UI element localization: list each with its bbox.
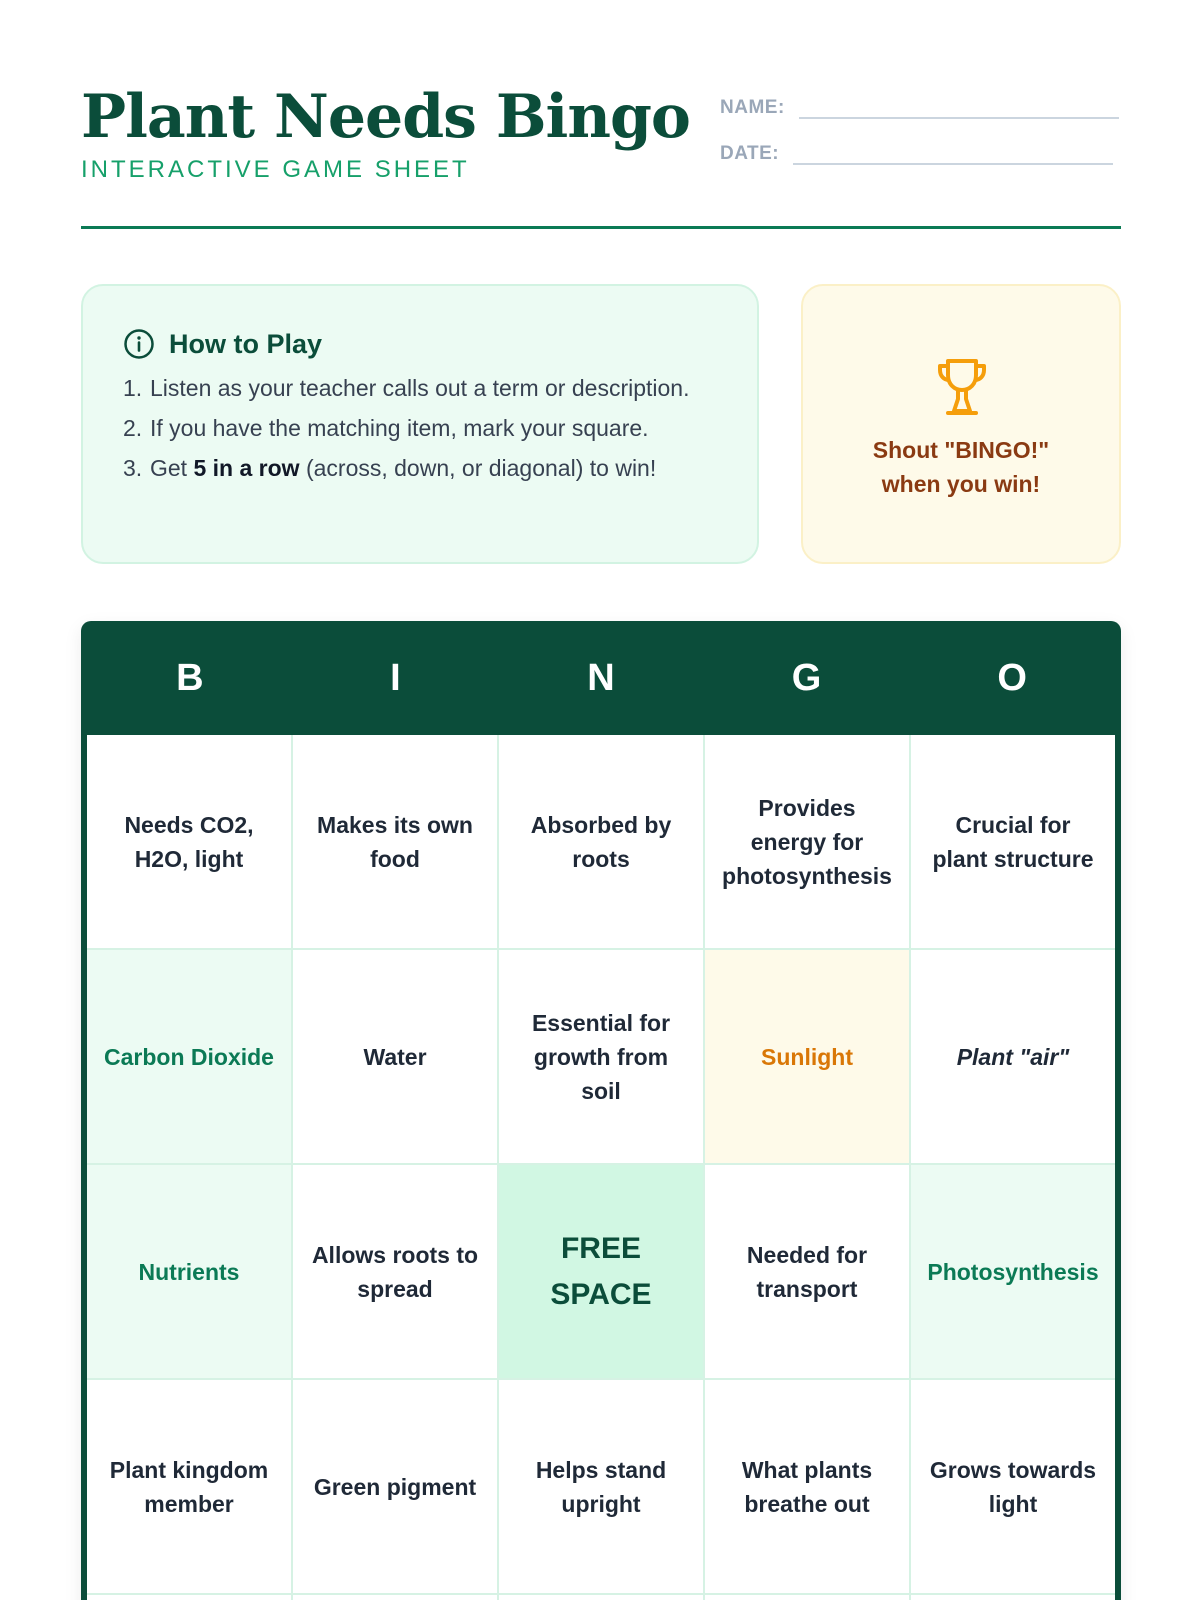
bingo-square[interactable]: Helps stand upright: [499, 1380, 703, 1593]
bingo-letter-i: I: [390, 656, 401, 699]
date-field[interactable]: [720, 141, 1113, 165]
bingo-square[interactable]: Provides energy for photosynthesis: [705, 735, 909, 948]
bingo-square[interactable]: Water: [293, 950, 497, 1163]
bingo-square[interactable]: Photosynthesis: [911, 1165, 1115, 1378]
how-to-play-panel: [81, 284, 759, 564]
bingo-header-row: [87, 621, 1115, 735]
bingo-square[interactable]: Grows towards light: [911, 1380, 1115, 1593]
bingo-square[interactable]: Absorbed by roots: [499, 735, 703, 948]
bingo-letter-o: O: [997, 656, 1027, 699]
win-message-line1: Shout "BINGO!": [872, 437, 1050, 463]
bingo-square[interactable]: Needs CO2, H2O, light: [87, 735, 291, 948]
step-item: [123, 372, 719, 405]
worksheet-page: [81, 0, 1121, 1600]
bingo-letter-n: N: [587, 656, 615, 699]
bingo-square[interactable]: [87, 1595, 291, 1600]
date-line[interactable]: [793, 141, 1113, 165]
win-callout: [801, 284, 1121, 564]
name-field[interactable]: [720, 95, 1119, 119]
page-title: Plant Needs Bingo: [81, 82, 690, 152]
step-text: If you have the matching item, mark your square.: [150, 415, 649, 441]
bingo-square[interactable]: Nutrients: [87, 1165, 291, 1378]
bingo-square[interactable]: Needed for transport: [705, 1165, 909, 1378]
bingo-square[interactable]: Plant "air": [911, 950, 1115, 1163]
page-subtitle: INTERACTIVE GAME SHEET: [81, 156, 470, 183]
name-label: NAME:: [720, 97, 785, 118]
bingo-square[interactable]: Green pigment: [293, 1380, 497, 1593]
step-text: Listen as your teacher calls out a term or description.: [150, 375, 690, 401]
step-number: 1.: [123, 375, 143, 401]
bingo-square[interactable]: Sunlight: [705, 950, 909, 1163]
step-number: 2.: [123, 415, 143, 441]
win-message: [803, 433, 1119, 501]
info-icon: [123, 328, 155, 360]
win-message-line2: when you win!: [881, 471, 1041, 497]
step-text-post: (across, down, or diagonal) to win!: [299, 455, 657, 481]
bingo-square[interactable]: Plant kingdom member: [87, 1380, 291, 1593]
bingo-letter-b: B: [176, 656, 204, 699]
step-item: [123, 412, 719, 445]
bingo-square[interactable]: Essential for growth from soil: [499, 950, 703, 1163]
date-label: DATE:: [720, 143, 780, 164]
step-item: [123, 452, 719, 485]
step-number: 3.: [123, 455, 143, 481]
name-line[interactable]: [799, 95, 1119, 119]
bingo-square[interactable]: Crucial for plant structure: [911, 735, 1115, 948]
free-space-square[interactable]: FREE SPACE: [499, 1165, 703, 1378]
bingo-grid: [87, 735, 1115, 1600]
bingo-square[interactable]: What plants breathe out: [705, 1380, 909, 1593]
header-divider: [81, 226, 1121, 229]
how-to-play-header: [123, 326, 719, 362]
bingo-square[interactable]: [293, 1595, 497, 1600]
bingo-square[interactable]: [911, 1595, 1115, 1600]
bingo-square[interactable]: [705, 1595, 909, 1600]
step-text-pre: Get: [150, 455, 194, 481]
bingo-card: [81, 621, 1121, 1600]
bingo-square[interactable]: Makes its own food: [293, 735, 497, 948]
bingo-square[interactable]: [499, 1595, 703, 1600]
step-text-bold: 5 in a row: [193, 455, 300, 481]
trophy-icon: [930, 355, 994, 419]
bingo-square[interactable]: Carbon Dioxide: [87, 950, 291, 1163]
bingo-square[interactable]: Allows roots to spread: [293, 1165, 497, 1378]
steps-list: [123, 372, 719, 485]
bingo-letter-g: G: [791, 656, 822, 699]
how-to-play-title: How to Play: [169, 328, 323, 359]
